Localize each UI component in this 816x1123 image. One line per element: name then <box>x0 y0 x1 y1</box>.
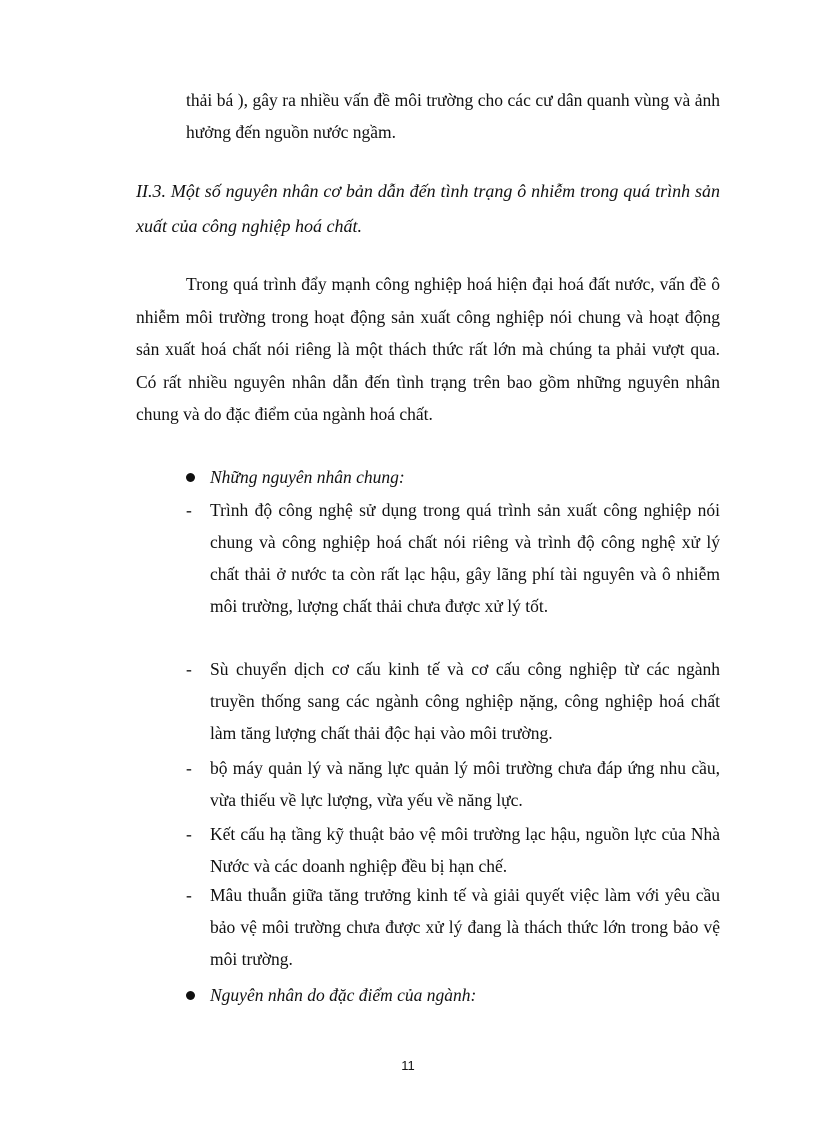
intro-paragraph: thải bá ), gây ra nhiều vấn đề môi trường cho các cư dân quanh vùng và ảnh hưởng đến nguồn nước ngầm. <box>186 90 720 142</box>
bullet-label: Những nguyên nhân chung: <box>210 467 405 487</box>
dash-marker: - <box>186 758 192 778</box>
dash-marker: - <box>186 824 192 844</box>
body-paragraph-text: Trong quá trình đẩy mạnh công nghiệp hoá hiện đại hoá đất nước, vấn đề ô nhiễm môi trường trong hoạt động sản xuất công nghiệp nói chung và hoạt động sản xuất hoá chất nói riêng là một thách thức rất lớn mà chúng ta phải vượt qua. Có rất nhiều nguyên nhân dẫn đến tình trạng trên bao gồm những nguyên nhân chung và do đặc điểm của ngành hoá chất. <box>136 274 720 424</box>
dash-marker: - <box>186 659 192 679</box>
body-paragraph <box>136 268 720 431</box>
bullet-general-causes <box>186 462 720 492</box>
bullet-dot-icon <box>186 991 195 1000</box>
dash-marker: - <box>186 500 192 520</box>
page-number: 11 <box>401 1058 415 1073</box>
section-heading: II.3. Một số nguyên nhân cơ bản dẫn đến tình trạng ô nhiễm trong quá trình sản xuất của công nghiệp hoá chất. <box>136 181 720 236</box>
list-item-text: Kết cấu hạ tầng kỹ thuật bảo vệ môi trường lạc hậu, nguồn lực của Nhà Nước và các doanh nghiệp đều bị hạn chế. <box>210 824 720 876</box>
list-item-text: bộ máy quản lý và năng lực quản lý môi trường chưa đáp ứng nhu cầu, vừa thiếu về lực lượng, vừa yếu về năng lực. <box>210 758 720 810</box>
list-item-text: Sù chuyển dịch cơ cấu kinh tế và cơ cấu công nghiệp từ các ngành truyền thống sang các ngành công nghiệp nặng, công nghiệp hoá chất làm tăng lượng chất thải độc hại vào môi trường. <box>210 659 720 743</box>
bullet-dot-icon <box>186 473 195 482</box>
list-item-text: Mâu thuẫn giữa tăng trưởng kinh tế và giải quyết việc làm với yêu cầu bảo vệ môi trường chưa được xử lý đang là thách thức lớn trong bảo vệ môi trường. <box>210 885 720 969</box>
bullet-industry-causes <box>186 980 720 1010</box>
list-item-text: Trình độ công nghệ sử dụng trong quá trình sản xuất công nghiệp nói chung và công nghiệp hoá chất nói riêng và trình độ công nghệ xử lý chất thải ở nước ta còn rất lạc hậu, gây lãng phí tài nguyên và ô nhiễm môi trường, lượng chất thải chưa được xử lý tốt. <box>210 500 720 616</box>
dash-marker: - <box>186 885 192 905</box>
bullet-label: Nguyên nhân do đặc điểm của ngành: <box>210 985 477 1005</box>
